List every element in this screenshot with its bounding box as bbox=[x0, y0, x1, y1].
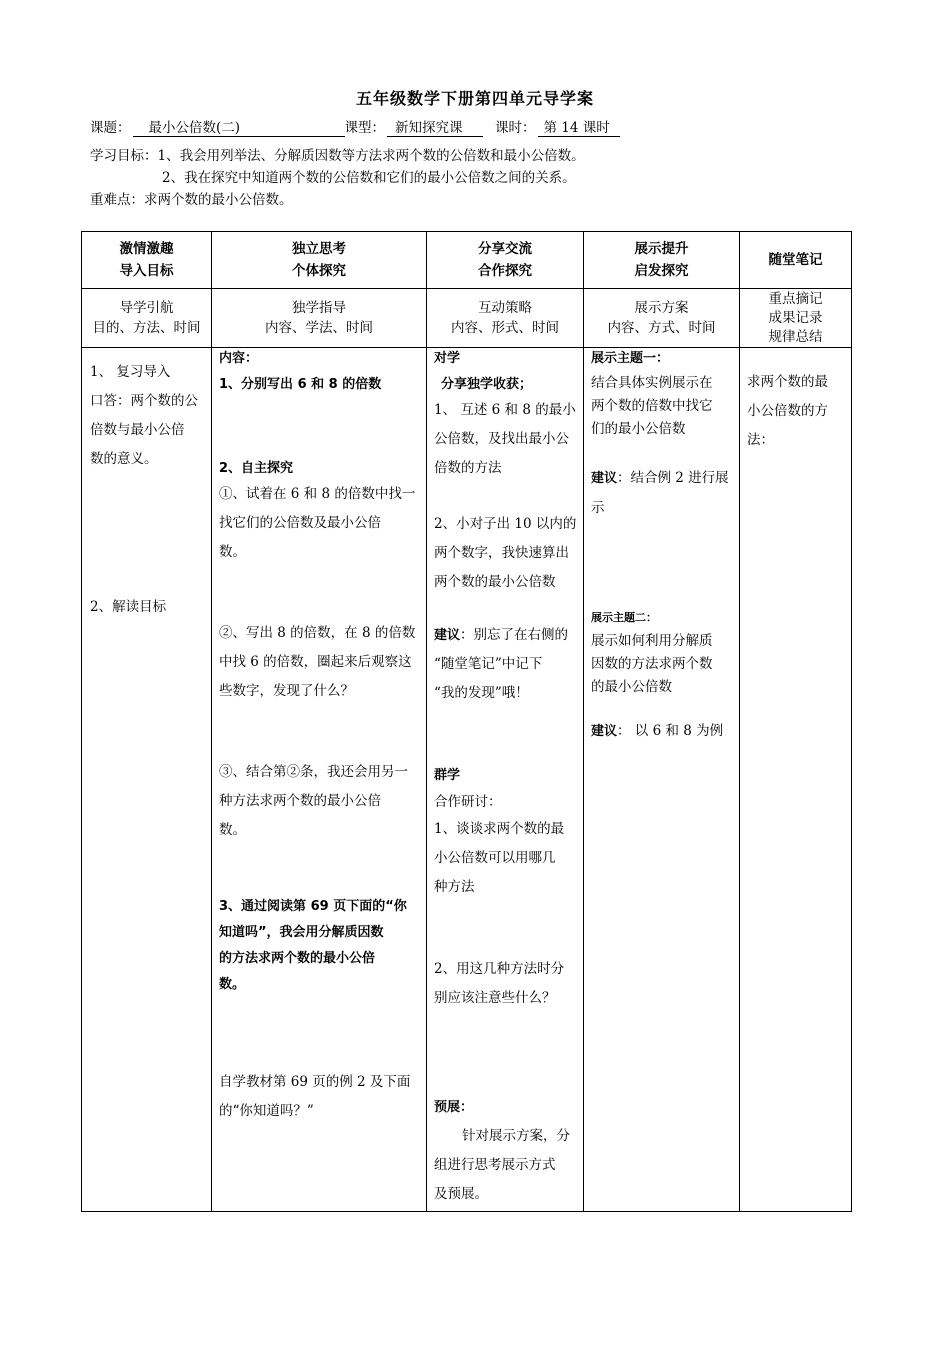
self-study-line: 自学教材第 69 页的例 2 及下面 bbox=[219, 1074, 411, 1090]
header-cell: 随堂笔记 bbox=[740, 232, 852, 289]
preview-line: 针对展示方案，分 bbox=[462, 1128, 570, 1144]
pair-task-line: 倍数的方法 bbox=[434, 460, 502, 476]
notes-column bbox=[740, 348, 852, 1212]
period-label: 课时： bbox=[495, 120, 536, 136]
subheader-cell: 独学指导 内容、学法、时间 bbox=[212, 289, 427, 348]
subheader-row bbox=[82, 289, 852, 348]
step-2a-line: ①、试着在 6 和 8 的倍数中找一 bbox=[219, 486, 416, 502]
note-line: 求两个数的最 bbox=[747, 374, 828, 390]
page-title: 五年级数学下册第四单元导学案 bbox=[355, 89, 594, 108]
suggestion-line: 建议：结合例 2 进行展 bbox=[591, 470, 729, 486]
period-value: 第 14 课时 bbox=[538, 120, 620, 137]
pair-study-label: 对学 bbox=[434, 351, 461, 366]
content-row bbox=[82, 348, 852, 1212]
share-gains: 分享独学收获； bbox=[441, 377, 533, 392]
step-3-line: 的方法求两个数的最小公倍 bbox=[219, 951, 376, 966]
theme-2-label: 展示主题二： bbox=[591, 611, 657, 624]
step-2b-line: ②、写出 8 的倍数，在 8 的倍数 bbox=[219, 625, 416, 641]
study-guide-table bbox=[81, 231, 852, 1212]
preview-line: 组进行思考展示方式 bbox=[434, 1157, 556, 1173]
theme-2-line: 展示如何利用分解质 bbox=[591, 633, 713, 649]
header-cell: 独立思考 个体探究 bbox=[212, 232, 427, 289]
step-2b-line: 些数字，发现了什么？ bbox=[219, 683, 354, 699]
step-3-line: 知道吗”，我会用分解质因数 bbox=[219, 925, 384, 940]
pair-task-line: 两个数的最小公倍数 bbox=[434, 574, 556, 590]
step-2b-line: 中找 6 的倍数，圈起来后观察这 bbox=[219, 654, 412, 670]
group-task-line: 种方法 bbox=[434, 879, 475, 895]
step-3-line: 数。 bbox=[219, 977, 246, 992]
suggestion-label: 建议 bbox=[434, 628, 461, 643]
theme-1-line: 结合具体实例展示在 bbox=[591, 375, 713, 391]
goal-line-1: 学习目标：1、我会用列举法、分解质因数等方法求两个数的公倍数和最小公倍数。 bbox=[90, 148, 585, 164]
theme-1-line: 两个数的倍数中找它 bbox=[591, 398, 713, 414]
step-2a-line: 数。 bbox=[219, 544, 246, 560]
step-1: 1、分别写出 6 和 8 的倍数 bbox=[219, 377, 382, 392]
theme-2-line: 的最小公倍数 bbox=[591, 679, 672, 695]
suggestion-label: 建议 bbox=[591, 471, 618, 486]
group-task-line: 别应该注意些什么？ bbox=[434, 990, 556, 1006]
suggestion-label: 建议 bbox=[591, 724, 618, 739]
type-value: 新知探究课 bbox=[387, 120, 483, 137]
header-cell: 展示提升 启发探究 bbox=[584, 232, 740, 289]
suggestion-line: 示 bbox=[591, 500, 605, 516]
content-label: 内容： bbox=[219, 351, 259, 366]
step-2c-line: ③、结合第②条，我还会用另一 bbox=[219, 764, 408, 780]
goal-reading: 2、解读目标 bbox=[90, 599, 167, 615]
type-label: 课型： bbox=[344, 120, 385, 136]
step-2c-line: 种方法求两个数的最小公倍 bbox=[219, 793, 381, 809]
step-3-line: 3、通过阅读第 69 页下面的“你 bbox=[219, 899, 407, 914]
difficulty-line: 重难点：求两个数的最小公倍数。 bbox=[90, 192, 293, 208]
review-line: 1、 复习导入 bbox=[90, 364, 171, 380]
subheader-cell: 展示方案 内容、方式、时间 bbox=[584, 289, 740, 348]
suggestion-line: “随堂笔记”中记下 bbox=[434, 656, 543, 672]
review-line: 口答：两个数的公 bbox=[90, 393, 198, 409]
group-task-line: 2、用这几种方法时分 bbox=[434, 961, 565, 977]
intro-column bbox=[82, 348, 212, 1212]
presentation-column bbox=[584, 348, 740, 1212]
lesson-meta bbox=[90, 116, 620, 137]
theme-1-line: 们的最小公倍数 bbox=[591, 421, 686, 437]
goal-line-2: 2、我在探究中知道两个数的公倍数和它们的最小公倍数之间的关系。 bbox=[162, 170, 576, 186]
note-line: 法： bbox=[747, 432, 774, 448]
preview-label: 预展： bbox=[434, 1100, 474, 1115]
theme-2-line: 因数的方法求两个数 bbox=[591, 656, 713, 672]
group-task-line: 1、谈谈求两个数的最 bbox=[434, 821, 565, 837]
pair-task-line: 公倍数，及找出最小公 bbox=[434, 431, 569, 447]
pair-task-line: 两个数字，我快速算出 bbox=[434, 545, 569, 561]
subheader-cell: 重点摘记 成果记录 规律总结 bbox=[740, 289, 852, 348]
pair-task-line: 1、 互述 6 和 8 的最小 bbox=[434, 402, 576, 418]
pair-task-line: 2、小对子出 10 以内的 bbox=[434, 516, 577, 532]
review-line: 倍数与最小公倍 bbox=[90, 422, 185, 438]
header-row bbox=[82, 232, 852, 289]
group-task-line: 小公倍数可以用哪几 bbox=[434, 850, 556, 866]
self-study-line: 的“你知道吗？” bbox=[219, 1103, 314, 1119]
note-line: 小公倍数的方 bbox=[747, 403, 828, 419]
theme-1-label: 展示主题一： bbox=[591, 351, 670, 366]
subheader-cell: 互动策略 内容、形式、时间 bbox=[427, 289, 584, 348]
suggestion-line: “我的发现”哦！ bbox=[434, 685, 529, 701]
header-cell: 激情激趣 导入目标 bbox=[82, 232, 212, 289]
topic-value: 最小公倍数(二) bbox=[133, 120, 345, 137]
step-2: 2、自主探究 bbox=[219, 461, 294, 476]
header-cell: 分享交流 合作探究 bbox=[427, 232, 584, 289]
step-2c-line: 数。 bbox=[219, 822, 246, 838]
step-2a-line: 找它们的公倍数及最小公倍 bbox=[219, 515, 381, 531]
suggestion-line: 建议：别忘了在右侧的 bbox=[434, 627, 569, 643]
subheader-cell: 导学引航 目的、方法、时间 bbox=[82, 289, 212, 348]
preview-line: 及预展。 bbox=[434, 1186, 488, 1202]
topic-label: 课题： bbox=[90, 120, 131, 136]
coop-label: 合作研讨： bbox=[434, 794, 502, 810]
self-study-column bbox=[212, 348, 427, 1212]
group-study-label: 群学 bbox=[434, 768, 461, 783]
interaction-column bbox=[427, 348, 584, 1212]
review-line: 数的意义。 bbox=[90, 451, 158, 467]
suggestion-line: 建议： 以 6 和 8 为例 bbox=[591, 723, 724, 739]
